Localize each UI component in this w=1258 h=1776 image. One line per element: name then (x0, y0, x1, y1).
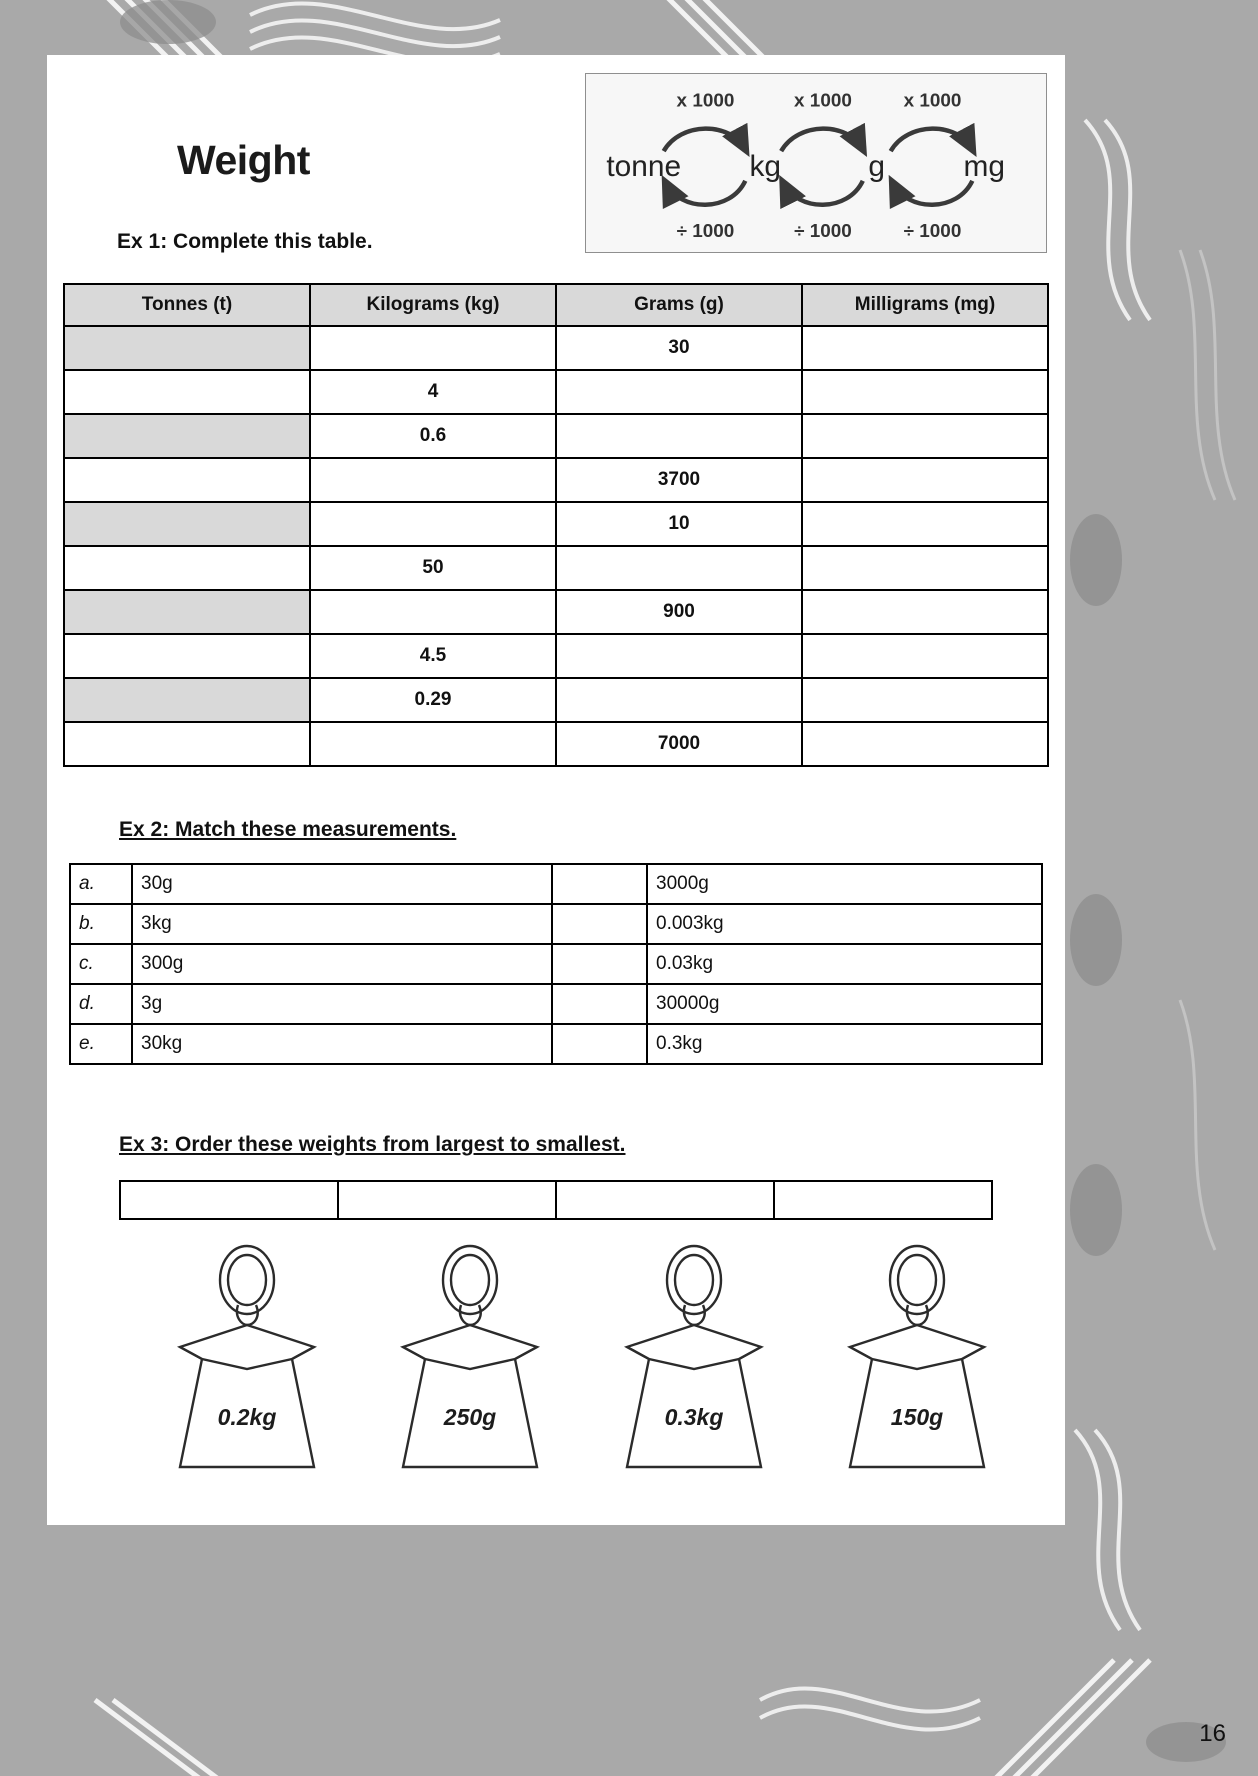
cell-tonnes[interactable] (64, 414, 310, 458)
cell-kilograms[interactable] (310, 722, 556, 766)
cell-tonnes[interactable] (64, 326, 310, 370)
cell-kilograms[interactable]: 0.29 (310, 678, 556, 722)
cell-grams[interactable] (556, 546, 802, 590)
worksheet-page (47, 55, 1065, 1525)
ex2-matching-table (69, 863, 1043, 1065)
cell-milligrams[interactable] (802, 414, 1048, 458)
cell-kilograms[interactable] (310, 590, 556, 634)
cell-milligrams[interactable] (802, 370, 1048, 414)
table-row (64, 458, 1048, 502)
cell-kilograms[interactable] (310, 458, 556, 502)
table-row (64, 634, 1048, 678)
svg-text:÷ 1000: ÷ 1000 (903, 220, 962, 242)
cell-kilograms[interactable] (310, 326, 556, 370)
table-header-row (64, 284, 1048, 326)
table-row (64, 546, 1048, 590)
cell-right-measurement[interactable]: 0.3kg (647, 1024, 1042, 1064)
svg-text:÷ 1000: ÷ 1000 (676, 220, 735, 242)
cell-grams[interactable] (556, 414, 802, 458)
weight-figure-1 (142, 1235, 352, 1490)
cell-milligrams[interactable] (802, 502, 1048, 546)
cell-tonnes[interactable] (64, 634, 310, 678)
row-label: c. (70, 944, 132, 984)
column-header-grams: Grams (g) (556, 284, 802, 326)
cell-grams[interactable] (556, 370, 802, 414)
table-row (64, 370, 1048, 414)
cell-kilograms[interactable]: 4.5 (310, 634, 556, 678)
cell-tonnes[interactable] (64, 722, 310, 766)
table-row (64, 414, 1048, 458)
cell-milligrams[interactable] (802, 722, 1048, 766)
table-row (70, 904, 1042, 944)
table-row (64, 326, 1048, 370)
cell-tonnes[interactable] (64, 370, 310, 414)
svg-text:mg: mg (963, 149, 1006, 183)
cell-kilograms[interactable]: 0.6 (310, 414, 556, 458)
cell-left-measurement[interactable]: 300g (132, 944, 552, 984)
answer-box-1[interactable] (120, 1181, 338, 1219)
table-row (64, 678, 1048, 722)
table-row (70, 984, 1042, 1024)
cell-answer-blank[interactable] (552, 944, 647, 984)
table-row (70, 944, 1042, 984)
cell-right-measurement[interactable]: 3000g (647, 864, 1042, 904)
ex2-heading: Ex 2: Match these measurements. (119, 818, 457, 841)
cell-grams[interactable]: 10 (556, 502, 802, 546)
table-row (64, 590, 1048, 634)
cell-kilograms[interactable]: 4 (310, 370, 556, 414)
table-row (70, 864, 1042, 904)
svg-text:x 1000: x 1000 (903, 89, 962, 111)
weight-figure-4 (812, 1235, 1022, 1490)
cell-right-measurement[interactable]: 30000g (647, 984, 1042, 1024)
cell-answer-blank[interactable] (552, 984, 647, 1024)
answer-box-2[interactable] (338, 1181, 556, 1219)
row-label: e. (70, 1024, 132, 1064)
cell-right-measurement[interactable]: 0.03kg (647, 944, 1042, 984)
row-label: d. (70, 984, 132, 1024)
ex1-heading: Ex 1: Complete this table. (117, 230, 373, 253)
column-header-kilograms: Kilograms (kg) (310, 284, 556, 326)
cell-grams[interactable]: 30 (556, 326, 802, 370)
cell-milligrams[interactable] (802, 634, 1048, 678)
cell-grams[interactable] (556, 678, 802, 722)
table-row (64, 502, 1048, 546)
cell-tonnes[interactable] (64, 590, 310, 634)
row-label: a. (70, 864, 132, 904)
cell-milligrams[interactable] (802, 590, 1048, 634)
page-title: Weight (177, 137, 310, 184)
cell-left-measurement[interactable]: 3g (132, 984, 552, 1024)
svg-text:x 1000: x 1000 (676, 89, 735, 111)
cell-left-measurement[interactable]: 30kg (132, 1024, 552, 1064)
svg-text:kg: kg (749, 149, 781, 183)
table-row (70, 1024, 1042, 1064)
cell-milligrams[interactable] (802, 546, 1048, 590)
weight-figure-2 (365, 1235, 575, 1490)
cell-milligrams[interactable] (802, 326, 1048, 370)
weight-label: 0.3kg (664, 1404, 724, 1430)
svg-text:÷ 1000: ÷ 1000 (794, 220, 852, 242)
cell-grams[interactable]: 900 (556, 590, 802, 634)
cell-grams[interactable]: 7000 (556, 722, 802, 766)
ex1-conversion-table (63, 283, 1049, 767)
column-header-tonnes: Tonnes (t) (64, 284, 310, 326)
cell-left-measurement[interactable]: 30g (132, 864, 552, 904)
weight-figure-3 (589, 1235, 799, 1490)
cell-tonnes[interactable] (64, 502, 310, 546)
svg-text:g: g (868, 149, 886, 183)
cell-kilograms[interactable]: 50 (310, 546, 556, 590)
row-label: b. (70, 904, 132, 944)
cell-tonnes[interactable] (64, 546, 310, 590)
column-header-milligrams: Milligrams (mg) (802, 284, 1048, 326)
weight-label: 0.2kg (217, 1404, 277, 1430)
cell-milligrams[interactable] (802, 678, 1048, 722)
cell-answer-blank[interactable] (552, 864, 647, 904)
cell-tonnes[interactable] (64, 678, 310, 722)
cell-milligrams[interactable] (802, 458, 1048, 502)
cell-tonnes[interactable] (64, 458, 310, 502)
cell-left-measurement[interactable]: 3kg (132, 904, 552, 944)
weight-label: 250g (444, 1404, 497, 1430)
table-row (120, 1181, 992, 1219)
svg-text:x 1000: x 1000 (794, 89, 852, 111)
weight-label: 150g (890, 1404, 944, 1430)
cell-grams[interactable]: 3700 (556, 458, 802, 502)
unit-conversion-diagram (585, 73, 1047, 253)
cell-grams[interactable] (556, 634, 802, 678)
ex3-heading: Ex 3: Order these weights from largest to smallest. (119, 1133, 626, 1156)
cell-right-measurement[interactable]: 0.003kg (647, 904, 1042, 944)
answer-box-4[interactable] (774, 1181, 992, 1219)
cell-answer-blank[interactable] (552, 904, 647, 944)
cell-kilograms[interactable] (310, 502, 556, 546)
weights-illustration-row (142, 1230, 1022, 1490)
page-number: 16 (1199, 1720, 1226, 1747)
cell-answer-blank[interactable] (552, 1024, 647, 1064)
answer-box-3[interactable] (556, 1181, 774, 1219)
svg-text:tonne: tonne (606, 149, 682, 183)
table-row (64, 722, 1048, 766)
ex3-answer-boxes (119, 1180, 993, 1220)
